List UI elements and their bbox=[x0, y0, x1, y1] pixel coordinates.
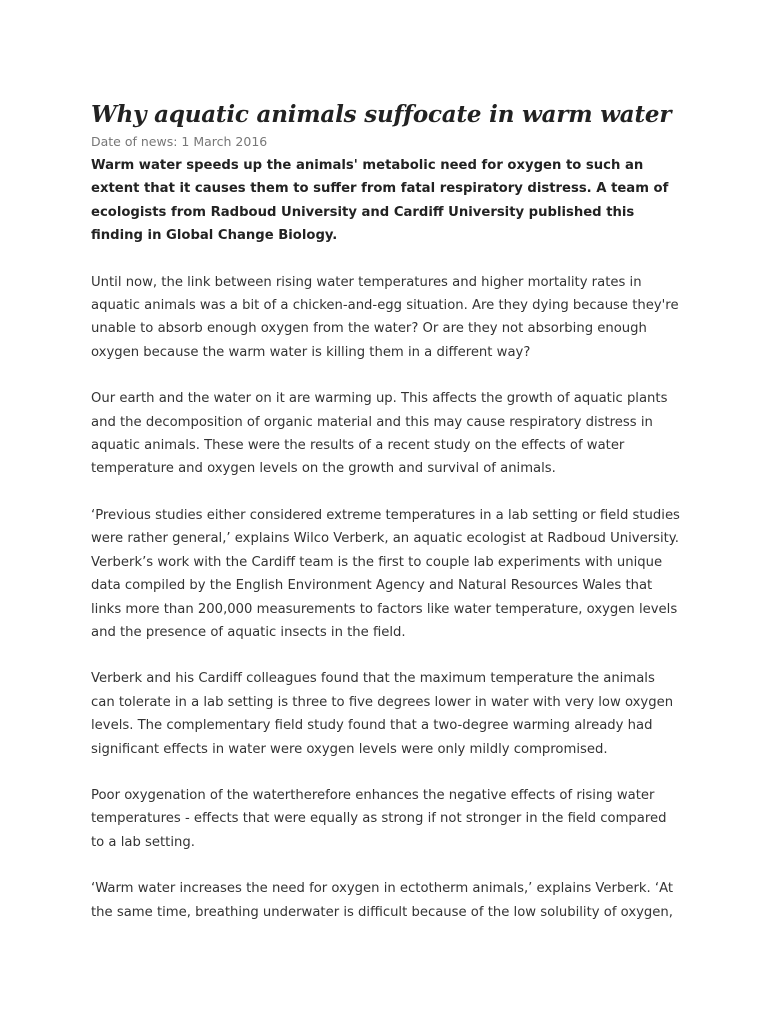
article-paragraph: ‘Warm water increases the need for oxygen in ectotherm animals,’ explains Verberk. ‘At the same time, breathing underwater is difficult because of the low solubility of oxygen, bbox=[91, 881, 674, 920]
article-paragraph: Verberk and his Cardiff colleagues found that the maximum temperature the animals can tolerate in a lab setting is three to five degrees lower in water with very low oxygen levels. The complementary field study found that a two-degree warming already had significant effects in water were oxygen levels were only mildly compromised. bbox=[91, 671, 674, 757]
article-date: Date of news: 1 March 2016 bbox=[91, 134, 268, 149]
article bbox=[91, 98, 681, 924]
article-lede: Warm water speeds up the animals' metabolic need for oxygen to such an extent that it causes them to suffer from fatal respiratory distress. A team of ecologists from Radboud University and Cardiff University published this finding in Global Change Biology. bbox=[91, 158, 669, 244]
article-paragraph: Poor oxygenation of the watertherefore enhances the negative effects of rising water temperatures - effects that were equally as strong if not stronger in the field compared to a lab setting. bbox=[91, 787, 667, 850]
article-paragraph: Until now, the link between rising water temperatures and higher mortality rates in aquatic animals was a bit of a chicken-and-egg situation. Are they dying because they're unable to absorb enough oxygen from the water? Or are they not absorbing enough oxygen because the warm water is killing them in a different way? bbox=[91, 274, 679, 360]
article-paragraph: ‘Previous studies either considered extreme temperatures in a lab setting or field studies were rather general,’ explains Wilco Verberk, an aquatic ecologist at Radboud University. Verberk’s work with the Cardiff team is the first to couple lab experiments with unique data compiled by the English Environment Agency and Natural Resources Wales that links more than 200,000 measurements to factors like water temperature, oxygen levels and the presence of aquatic insects in the field. bbox=[91, 507, 680, 640]
article-title: Why aquatic animals suffocate in warm water bbox=[91, 101, 672, 128]
article-paragraph: Our earth and the water on it are warming up. This affects the growth of aquatic plants and the decomposition of organic material and this may cause respiratory distress in aquatic animals. These were the results of a recent study on the effects of water temperature and oxygen levels on the growth and survival of animals. bbox=[91, 391, 668, 477]
